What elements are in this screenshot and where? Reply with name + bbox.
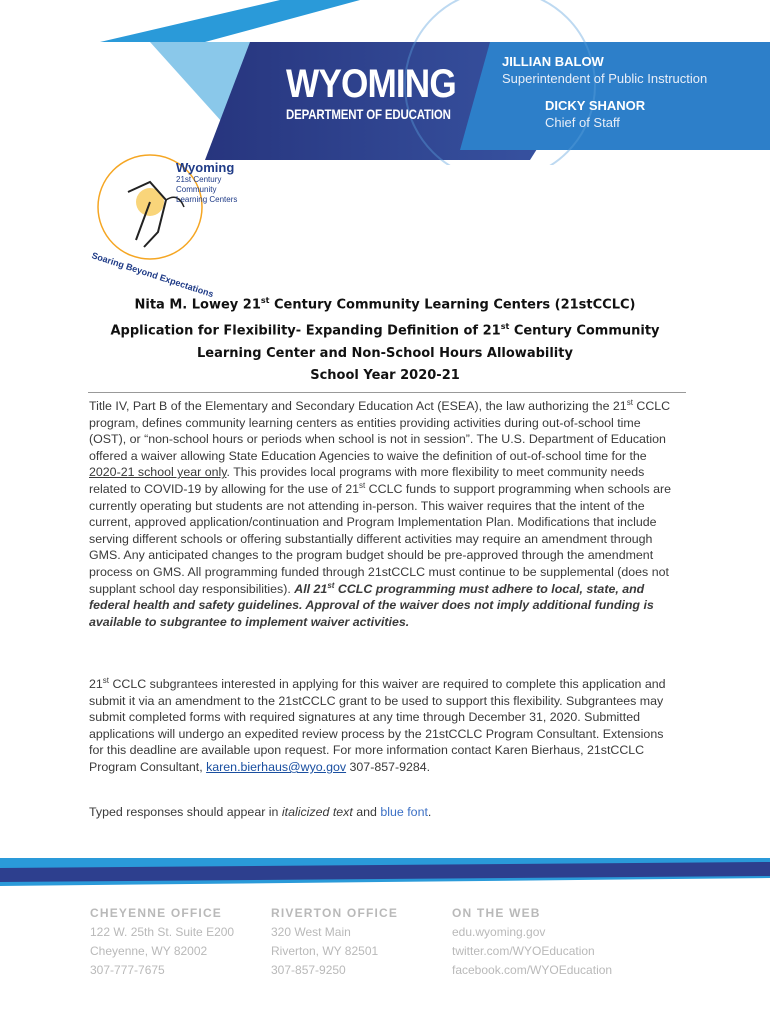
org-subtitle: DEPARTMENT OF EDUCATION (286, 106, 451, 122)
paragraph-typed-responses (89, 804, 681, 821)
paragraph-application (89, 676, 681, 776)
footer-col3-head: ON THE WEB (452, 906, 541, 920)
p1-d: CCLC funds to support programming when schools are currently operating but students are not attending in-person. This waiver requires that the intent of the current, approved application/continuation and Program Implementation Plan. Modifications that include serving different schools or offering substantially different activities may require an amendment through GMS. Any anticipated changes to the program budget should be pre-approved through the amendment process on GMS. All programming funded through 21stCCLC must continue to be supplemental (does not supplant school day responsibilities). (89, 481, 672, 596)
p1-a: Title IV, Part B of the Elementary and Secondary Education Act (ESEA), the law authorizing the 21 (89, 399, 627, 413)
p3-a: Typed responses should appear in (89, 805, 282, 819)
logo-arc-text: Soaring Beyond Expectations (90, 250, 215, 300)
title-line1-sup: st (260, 296, 270, 305)
logo-text (176, 160, 237, 205)
p1-b: CCLC program, defines community learning centers as entities providing activities during out-of-school time (OST), or “non-school hours or periods when school is not in session”. The U.S. Department of Education offered a waiver allowing State Education Agencies to waive the definition of out-of-school time for the (89, 399, 671, 463)
footer-twitter-link[interactable]: twitter.com/WYOEducation (452, 944, 595, 958)
p1-sup1: st (626, 397, 633, 407)
p3-blue: blue font (380, 805, 428, 819)
p3-b: and (352, 805, 381, 819)
p3-c: . (427, 805, 432, 819)
p1-underline: 2020-21 school year only (89, 465, 227, 480)
p2-b: CCLC subgrantees interested in applying for this waiver are required to complete this application and submit it via an amendment to the 21stCCLC grant to be used to support this flexibility. Subgrantees may submit completed forms with required signatures at any time through December 31, 2020. Submitted applications will undergo an expedited review process by the 21stCCLC Program Consultant. Extensions for this deadline are available upon request. For more information contact Karen Bierhaus, 21stCCLC Program Consultant, (89, 677, 666, 774)
official1-title: Superintendent of Public Instruction (502, 71, 708, 86)
footer-cheyenne-office (90, 904, 234, 980)
title-line3: Learning Center and Non-School Hours Allowability (197, 345, 573, 361)
logo-line4: Learning Centers (176, 195, 238, 204)
p1-emph-a: All 21 (294, 581, 328, 596)
p3-italic: italicized text (281, 805, 353, 819)
official2-name: DICKY SHANOR (545, 98, 646, 113)
footer-col1-phone: 307-777-7675 (90, 963, 165, 977)
footer-col1-head: CHEYENNE OFFICE (90, 906, 223, 920)
p1-sup2: st (359, 480, 366, 490)
footer-col2-address: 320 West Main (271, 925, 351, 939)
org-name: WYOMING (286, 62, 456, 106)
title-line2-a: Application for Flexibility- Expanding Definition of 21 (110, 323, 501, 339)
footer-col1-city: Cheyenne, WY 82002 (90, 944, 208, 958)
p1-c: . This provides local programs with more flexibility to meet community needs related to COVID-19 by allowing for the use of 21 (89, 465, 645, 496)
logo-wyoming: Wyoming (176, 160, 235, 175)
title-line2-sup: st (500, 322, 510, 332)
p1-emph-sup: st (327, 580, 335, 590)
footer-col2-phone: 307-857-9250 (271, 963, 346, 977)
p1-emph-b: CCLC programming must adhere to local, state, and federal health and safety guidelines. Approval of the waiver does not imply additional funding is available to subgrantee to implement waiver activities. (89, 581, 654, 629)
title-line1-a: Nita M. Lowey 21 (134, 297, 261, 313)
p2-c: 307-857-9284. (346, 759, 431, 774)
header-banner (0, 0, 770, 165)
logo-line3: Community (176, 185, 217, 194)
footer-website-link[interactable]: edu.wyoming.gov (452, 925, 546, 939)
footer-col2-city: Riverton, WY 82501 (271, 944, 379, 958)
logo-line2: 21st Century (176, 175, 222, 184)
title-line4: School Year 2020-21 (310, 367, 460, 383)
document-title (60, 290, 710, 387)
p2-a: 21 (89, 677, 103, 691)
paragraph-waiver-intro (89, 398, 681, 630)
title-line1-b: Century Community Learning Centers (21stCCLC) (269, 297, 636, 313)
footer-riverton-office (271, 904, 398, 980)
official2-title: Chief of Staff (545, 115, 620, 130)
footer-web (452, 904, 612, 980)
title-line2-b: Century Community (509, 323, 660, 339)
p2-sup: st (102, 675, 110, 685)
contact-email-link[interactable]: karen.bierhaus@wyo.gov (206, 759, 347, 774)
footer-facebook-link[interactable]: facebook.com/WYOEducation (452, 963, 613, 977)
footer-band (0, 856, 770, 896)
official1-name: JILLIAN BALOW (502, 54, 604, 69)
footer-col2-head: RIVERTON OFFICE (271, 906, 399, 920)
title-divider (88, 392, 686, 393)
footer-col1-address: 122 W. 25th St. Suite E200 (90, 925, 235, 939)
